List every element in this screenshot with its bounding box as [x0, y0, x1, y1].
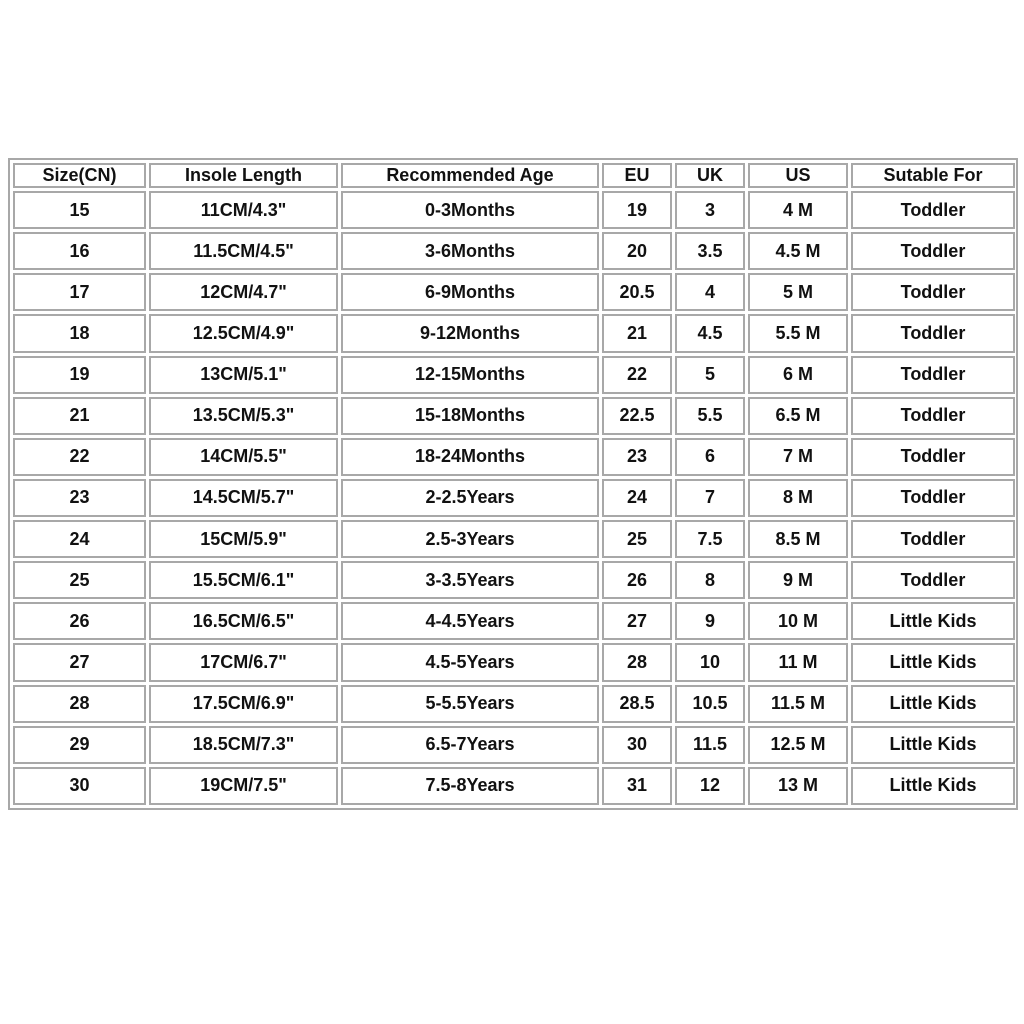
- suitable-for-cell: Toddler: [851, 438, 1015, 476]
- eu-cell: 22.5: [602, 397, 672, 435]
- insole-length-cell: 16.5CM/6.5": [149, 602, 338, 640]
- insole-length-cell: 18.5CM/7.3": [149, 726, 338, 764]
- size-cn-cell: 28: [13, 685, 146, 723]
- header-insole-length: Insole Length: [149, 163, 338, 188]
- recommended-age-cell: 12-15Months: [341, 356, 599, 394]
- eu-cell: 25: [602, 520, 672, 558]
- recommended-age-cell: 4-4.5Years: [341, 602, 599, 640]
- recommended-age-cell: 4.5-5Years: [341, 643, 599, 681]
- recommended-age-cell: 6.5-7Years: [341, 726, 599, 764]
- us-cell: 11 M: [748, 643, 848, 681]
- us-cell: 13 M: [748, 767, 848, 805]
- size-cn-cell: 29: [13, 726, 146, 764]
- insole-length-cell: 14CM/5.5": [149, 438, 338, 476]
- recommended-age-cell: 15-18Months: [341, 397, 599, 435]
- suitable-for-cell: Toddler: [851, 232, 1015, 270]
- uk-cell: 4.5: [675, 314, 745, 352]
- uk-cell: 5: [675, 356, 745, 394]
- size-chart-table: [10, 160, 1018, 808]
- insole-length-cell: 11.5CM/4.5": [149, 232, 338, 270]
- us-cell: 10 M: [748, 602, 848, 640]
- table-body: [13, 191, 1015, 805]
- eu-cell: 28.5: [602, 685, 672, 723]
- uk-cell: 12: [675, 767, 745, 805]
- eu-cell: 20: [602, 232, 672, 270]
- size-cn-cell: 21: [13, 397, 146, 435]
- suitable-for-cell: Little Kids: [851, 685, 1015, 723]
- insole-length-cell: 12CM/4.7": [149, 273, 338, 311]
- recommended-age-cell: 3-3.5Years: [341, 561, 599, 599]
- table-row: [13, 685, 1015, 723]
- insole-length-cell: 13.5CM/5.3": [149, 397, 338, 435]
- suitable-for-cell: Toddler: [851, 191, 1015, 229]
- uk-cell: 4: [675, 273, 745, 311]
- eu-cell: 24: [602, 479, 672, 517]
- suitable-for-cell: Little Kids: [851, 767, 1015, 805]
- header-recommended-age: Recommended Age: [341, 163, 599, 188]
- suitable-for-cell: Toddler: [851, 479, 1015, 517]
- uk-cell: 6: [675, 438, 745, 476]
- us-cell: 5 M: [748, 273, 848, 311]
- eu-cell: 30: [602, 726, 672, 764]
- header-row: [13, 163, 1015, 188]
- header-uk: UK: [675, 163, 745, 188]
- table-row: [13, 726, 1015, 764]
- size-cn-cell: 17: [13, 273, 146, 311]
- eu-cell: 26: [602, 561, 672, 599]
- recommended-age-cell: 5-5.5Years: [341, 685, 599, 723]
- recommended-age-cell: 18-24Months: [341, 438, 599, 476]
- insole-length-cell: 19CM/7.5": [149, 767, 338, 805]
- size-chart: [8, 158, 1018, 810]
- table-row: [13, 356, 1015, 394]
- header-suitable-for: Sutable For: [851, 163, 1015, 188]
- us-cell: 7 M: [748, 438, 848, 476]
- table-row: [13, 314, 1015, 352]
- recommended-age-cell: 9-12Months: [341, 314, 599, 352]
- us-cell: 4 M: [748, 191, 848, 229]
- us-cell: 9 M: [748, 561, 848, 599]
- us-cell: 8 M: [748, 479, 848, 517]
- insole-length-cell: 13CM/5.1": [149, 356, 338, 394]
- uk-cell: 7: [675, 479, 745, 517]
- size-cn-cell: 22: [13, 438, 146, 476]
- us-cell: 6.5 M: [748, 397, 848, 435]
- table-row: [13, 273, 1015, 311]
- suitable-for-cell: Toddler: [851, 520, 1015, 558]
- recommended-age-cell: 7.5-8Years: [341, 767, 599, 805]
- size-cn-cell: 30: [13, 767, 146, 805]
- suitable-for-cell: Little Kids: [851, 602, 1015, 640]
- header-eu: EU: [602, 163, 672, 188]
- header-us: US: [748, 163, 848, 188]
- size-cn-cell: 15: [13, 191, 146, 229]
- size-cn-cell: 25: [13, 561, 146, 599]
- uk-cell: 11.5: [675, 726, 745, 764]
- us-cell: 5.5 M: [748, 314, 848, 352]
- eu-cell: 23: [602, 438, 672, 476]
- recommended-age-cell: 2-2.5Years: [341, 479, 599, 517]
- table-row: [13, 232, 1015, 270]
- suitable-for-cell: Toddler: [851, 397, 1015, 435]
- insole-length-cell: 12.5CM/4.9": [149, 314, 338, 352]
- header-size-cn: Size(CN): [13, 163, 146, 188]
- uk-cell: 8: [675, 561, 745, 599]
- uk-cell: 9: [675, 602, 745, 640]
- uk-cell: 3.5: [675, 232, 745, 270]
- size-cn-cell: 24: [13, 520, 146, 558]
- size-cn-cell: 16: [13, 232, 146, 270]
- size-cn-cell: 23: [13, 479, 146, 517]
- recommended-age-cell: 6-9Months: [341, 273, 599, 311]
- us-cell: 6 M: [748, 356, 848, 394]
- eu-cell: 20.5: [602, 273, 672, 311]
- suitable-for-cell: Toddler: [851, 314, 1015, 352]
- us-cell: 11.5 M: [748, 685, 848, 723]
- suitable-for-cell: Little Kids: [851, 643, 1015, 681]
- suitable-for-cell: Toddler: [851, 273, 1015, 311]
- insole-length-cell: 15.5CM/6.1": [149, 561, 338, 599]
- us-cell: 12.5 M: [748, 726, 848, 764]
- suitable-for-cell: Toddler: [851, 561, 1015, 599]
- size-cn-cell: 26: [13, 602, 146, 640]
- eu-cell: 27: [602, 602, 672, 640]
- insole-length-cell: 17CM/6.7": [149, 643, 338, 681]
- suitable-for-cell: Toddler: [851, 356, 1015, 394]
- table-row: [13, 643, 1015, 681]
- uk-cell: 7.5: [675, 520, 745, 558]
- insole-length-cell: 15CM/5.9": [149, 520, 338, 558]
- eu-cell: 31: [602, 767, 672, 805]
- uk-cell: 10: [675, 643, 745, 681]
- size-cn-cell: 18: [13, 314, 146, 352]
- suitable-for-cell: Little Kids: [851, 726, 1015, 764]
- table-row: [13, 767, 1015, 805]
- recommended-age-cell: 2.5-3Years: [341, 520, 599, 558]
- table-row: [13, 520, 1015, 558]
- table-row: [13, 397, 1015, 435]
- us-cell: 8.5 M: [748, 520, 848, 558]
- eu-cell: 28: [602, 643, 672, 681]
- uk-cell: 10.5: [675, 685, 745, 723]
- insole-length-cell: 11CM/4.3": [149, 191, 338, 229]
- insole-length-cell: 14.5CM/5.7": [149, 479, 338, 517]
- table-row: [13, 191, 1015, 229]
- recommended-age-cell: 0-3Months: [341, 191, 599, 229]
- eu-cell: 19: [602, 191, 672, 229]
- insole-length-cell: 17.5CM/6.9": [149, 685, 338, 723]
- uk-cell: 3: [675, 191, 745, 229]
- us-cell: 4.5 M: [748, 232, 848, 270]
- uk-cell: 5.5: [675, 397, 745, 435]
- table-row: [13, 561, 1015, 599]
- size-cn-cell: 19: [13, 356, 146, 394]
- table-row: [13, 479, 1015, 517]
- table-row: [13, 602, 1015, 640]
- size-cn-cell: 27: [13, 643, 146, 681]
- recommended-age-cell: 3-6Months: [341, 232, 599, 270]
- eu-cell: 21: [602, 314, 672, 352]
- eu-cell: 22: [602, 356, 672, 394]
- table-row: [13, 438, 1015, 476]
